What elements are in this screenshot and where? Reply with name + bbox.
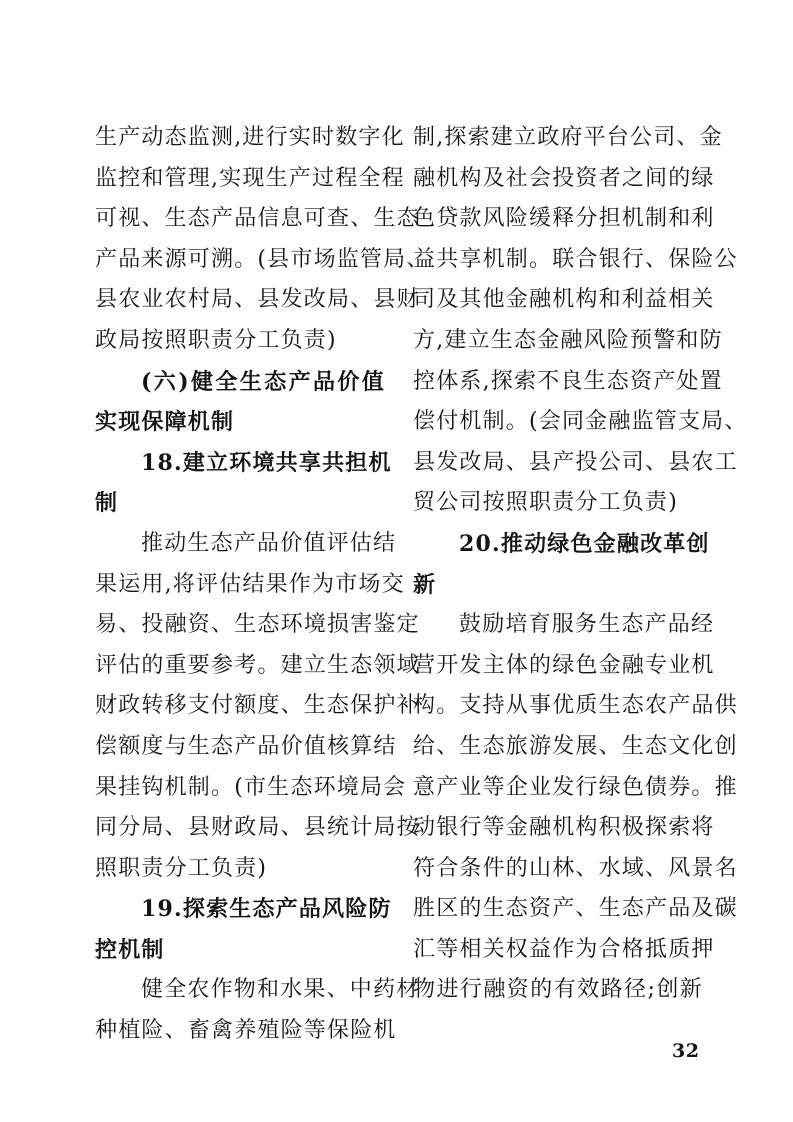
body-line: 果挂钩机制。(市生态环境局会 xyxy=(95,774,407,800)
paragraph-first-line: 推动生态产品价值评估结 xyxy=(141,530,397,556)
paragraph-first-line: 健全农作物和水果、中药材 xyxy=(141,977,420,1003)
body-line: 给、生态旅游发展、生态文化创 xyxy=(413,733,738,759)
body-line: 同分局、县财政局、县统计局按 xyxy=(95,815,420,841)
item-heading-18: 18.建立环境共享共担机 xyxy=(141,449,392,476)
body-line: 政局按照职责分工负责) xyxy=(95,327,337,353)
item-heading-20: 20.推动绿色金融改革创 xyxy=(459,530,710,557)
body-line: 方,建立生态金融风险预警和防 xyxy=(413,327,723,353)
body-line: 符合条件的山林、水域、风景名 xyxy=(413,855,738,881)
body-line: 营开发主体的绿色金融专业机 xyxy=(413,652,715,678)
body-line: 县农业农村局、县发改局、县财 xyxy=(95,287,420,313)
body-line: 种植险、畜禽养殖险等保险机 xyxy=(95,1018,397,1044)
body-line: 物进行融资的有效路径;创新 xyxy=(413,977,703,1003)
item-heading-20: 新 xyxy=(413,571,437,598)
body-line: 色贷款风险缓释分担机制和利 xyxy=(413,206,715,232)
body-line: 构。支持从事优质生态农产品供 xyxy=(413,693,738,719)
body-line: 生产动态监测,进行实时数字化 xyxy=(95,125,405,150)
body-line: 监控和管理,实现生产过程全程 xyxy=(95,165,405,191)
item-heading-18: 制 xyxy=(95,490,119,517)
left-column xyxy=(95,118,430,1052)
body-line: 融机构及社会投资者之间的绿 xyxy=(413,165,715,191)
body-line: 控体系,探索不良生态资产处置 xyxy=(413,368,723,394)
item-heading-19: 19.探索生态产品风险防 xyxy=(141,896,392,923)
body-line: 财政转移支付额度、生态保护补 xyxy=(95,693,420,719)
right-column xyxy=(413,118,748,1011)
body-line: 司及其他金融机构和利益相关 xyxy=(413,287,715,313)
body-line: 贸公司按照职责分工负责) xyxy=(413,490,678,516)
body-line: 评估的重要参考。建立生态领域 xyxy=(95,652,420,678)
body-line: 胜区的生态资产、生态产品及碳 xyxy=(413,896,738,922)
paragraph-first-line: 鼓励培育服务生态产品经 xyxy=(459,612,715,638)
body-line: 制,探索建立政府平台公司、金 xyxy=(413,125,723,150)
body-line: 偿付机制。(会同金融监管支局、 xyxy=(413,409,748,435)
body-line: 偿额度与生态产品价值核算结 xyxy=(95,733,397,759)
body-line: 县发改局、县产投公司、县农工 xyxy=(413,449,738,475)
page-number: 32 xyxy=(672,1040,700,1062)
body-line: 汇等相关权益作为合格抵质押 xyxy=(413,936,715,962)
item-heading-19: 控机制 xyxy=(95,936,165,963)
section-heading: 实现保障机制 xyxy=(95,409,235,436)
body-line: 照职责分工负责) xyxy=(95,855,268,881)
body-line: 意产业等企业发行绿色债券。推 xyxy=(413,774,738,800)
body-line: 产品来源可溯。(县市场监管局、 xyxy=(95,246,430,272)
body-line: 易、投融资、生态环境损害鉴定 xyxy=(95,612,420,638)
body-line: 可视、生态产品信息可查、生态 xyxy=(95,206,420,232)
section-heading: (六)健全生态产品价值 xyxy=(141,368,385,395)
body-line: 益共享机制。联合银行、保险公 xyxy=(413,246,738,272)
body-line: 果运用,将评估结果作为市场交 xyxy=(95,571,405,597)
body-line: 动银行等金融机构积极探索将 xyxy=(413,815,715,841)
